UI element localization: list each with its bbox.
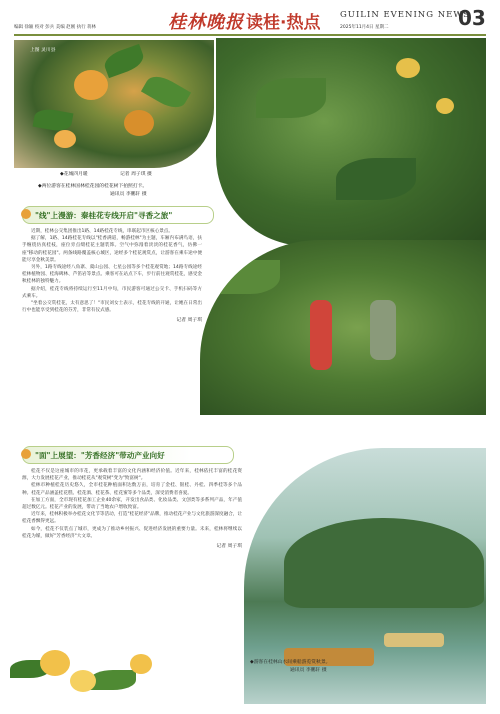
section2-paragraph: 桂林市种植桂花历史悠久，全市桂花种植面积达数万亩，培育了金桂、银桂、丹桂、四季桂等多个品种。桂花产品涵盖桂花糕、桂花酒、桂花茶、桂花蜜等多个品类，深受消费者喜爱。 bbox=[22, 483, 242, 496]
section2-paragraph: 在加工方面，全市现有桂花加工企业40余家，开发出食品类、化妆品类、文创类等多系列产品，年产值超过数亿元。桂花产业的发展，带动了当地农户增收致富。 bbox=[22, 497, 242, 511]
edition-line: 编辑 徐颖 校对 彭兵 美编 赵刚 执行 蒋林 bbox=[14, 25, 97, 30]
section1-heading: "线"上漫游：秦桂花专线开启"寻香之旅" bbox=[35, 211, 173, 220]
header-rule bbox=[14, 34, 486, 36]
section2-paragraph: 如今，桂花不仅装点了城市，更成为了推动乡村振兴、促进经济发展的重要力量。未来，桂林将继续以桂花为媒，做好"芳香经济"大文章。 bbox=[22, 526, 242, 539]
main-photo-credit: 通讯员 李鹏轩 摄 bbox=[110, 192, 147, 197]
osmanthus-closeup-photo bbox=[14, 40, 214, 168]
section1-paragraph: 据介绍，桂花专线将持续运行至11月中旬，市民游客可通过公交卡、手机扫码等方式乘车。 bbox=[22, 286, 202, 299]
tour-boat bbox=[384, 633, 444, 647]
section2-paragraph: 近年来，桂林积极举办桂花文化节等活动，打造"桂花经济"品牌，推动桂花产业与文化旅游深度融合，让桂花香飘得更远。 bbox=[22, 512, 242, 525]
section2-heading-bar bbox=[22, 446, 234, 464]
section1-heading-bar bbox=[22, 206, 214, 224]
section2-heading: "面"上展望："芳香经济"带动产业向好 bbox=[35, 451, 165, 460]
english-paper-name: GUILIN EVENING NEWS bbox=[340, 10, 470, 20]
osmanthus-tree-canopy-photo bbox=[216, 38, 486, 246]
page-number: 03 bbox=[458, 6, 486, 30]
visitor-figure bbox=[370, 300, 396, 360]
main-photo-caption: ◆两位游客在桂林国林桂花园的桂花树下拍照打卡。 bbox=[38, 184, 148, 189]
photo4-caption-credit: 通讯员 李鹏轩 摄 bbox=[290, 668, 327, 673]
column-name: 读桂·热点 bbox=[246, 13, 321, 33]
issue-date: 2025年11月4日 星期二 bbox=[340, 25, 389, 30]
section1-paragraph: 据了解，1路、14路桂花专线以"桂香满道，畅游桂林"为主题，车厢内布满鸟语，扶手缠绕仿真桂枝，座位旁点缀桂花主题装饰。空气中弥漫着淡淡的桂花香气，仿佛一座"移动的桂花园"。两条线路覆盖核心城区，途经多个桂花观赏点，让游客在乘车途中便能尽享金秋美景。 bbox=[22, 236, 202, 263]
photo1-tag: 上图 灵川县 bbox=[30, 48, 56, 53]
section2-body bbox=[22, 468, 242, 549]
photo1-caption-title: ◆花城四月暖 bbox=[60, 172, 88, 177]
visitor-figure bbox=[310, 300, 332, 370]
section2-byline: 记者 周子琪 bbox=[216, 544, 242, 550]
section1-paragraph: "坐着公交赏桂花，太有意思了！"市民刘女士表示，桂花专线的开通，让她在日常出行中也能享受到桂花的芬芳，非常有仪式感。 bbox=[22, 301, 202, 314]
decorative-osmanthus-flowers bbox=[0, 640, 200, 714]
section1-paragraph: 另外，1路专线途经八角寨、虞山公园、七星公园等多个桂花观赏地；14路专线途经桂林植物园、桂海碑林、芦笛岩等景点。乘客可在站点下车，步行前往观赏桂花，感受金秋桂林的独特魅力。 bbox=[22, 265, 202, 285]
photo1-caption-credit: 记者 周子琪 摄 bbox=[120, 172, 152, 177]
section1-body bbox=[22, 228, 202, 323]
section1-byline: 记者 周子琪 bbox=[176, 318, 202, 324]
karst-river-boat-photo bbox=[244, 448, 486, 704]
visitors-under-osmanthus-photo bbox=[200, 240, 486, 415]
section2-paragraph: 桂花不仅是这座城市的市花，更承载着丰富的文化内涵和经济价值。近年来，桂林依托丰富的桂花资源，大力发展桂花产业，推动桂花从"观赏树"变为"致富树"。 bbox=[22, 469, 242, 482]
osmanthus-icon bbox=[21, 449, 31, 459]
osmanthus-icon bbox=[21, 209, 31, 219]
section1-paragraph: 近期，桂林公交集团推出1路、14路桂花专线，串联起市区核心景点。 bbox=[31, 229, 173, 234]
photo4-caption-title: ◆游客在桂林山水间乘船游览赏秋景。 bbox=[250, 660, 331, 665]
karst-hill bbox=[284, 518, 484, 608]
paper-name: 桂林晚报 bbox=[168, 12, 244, 33]
